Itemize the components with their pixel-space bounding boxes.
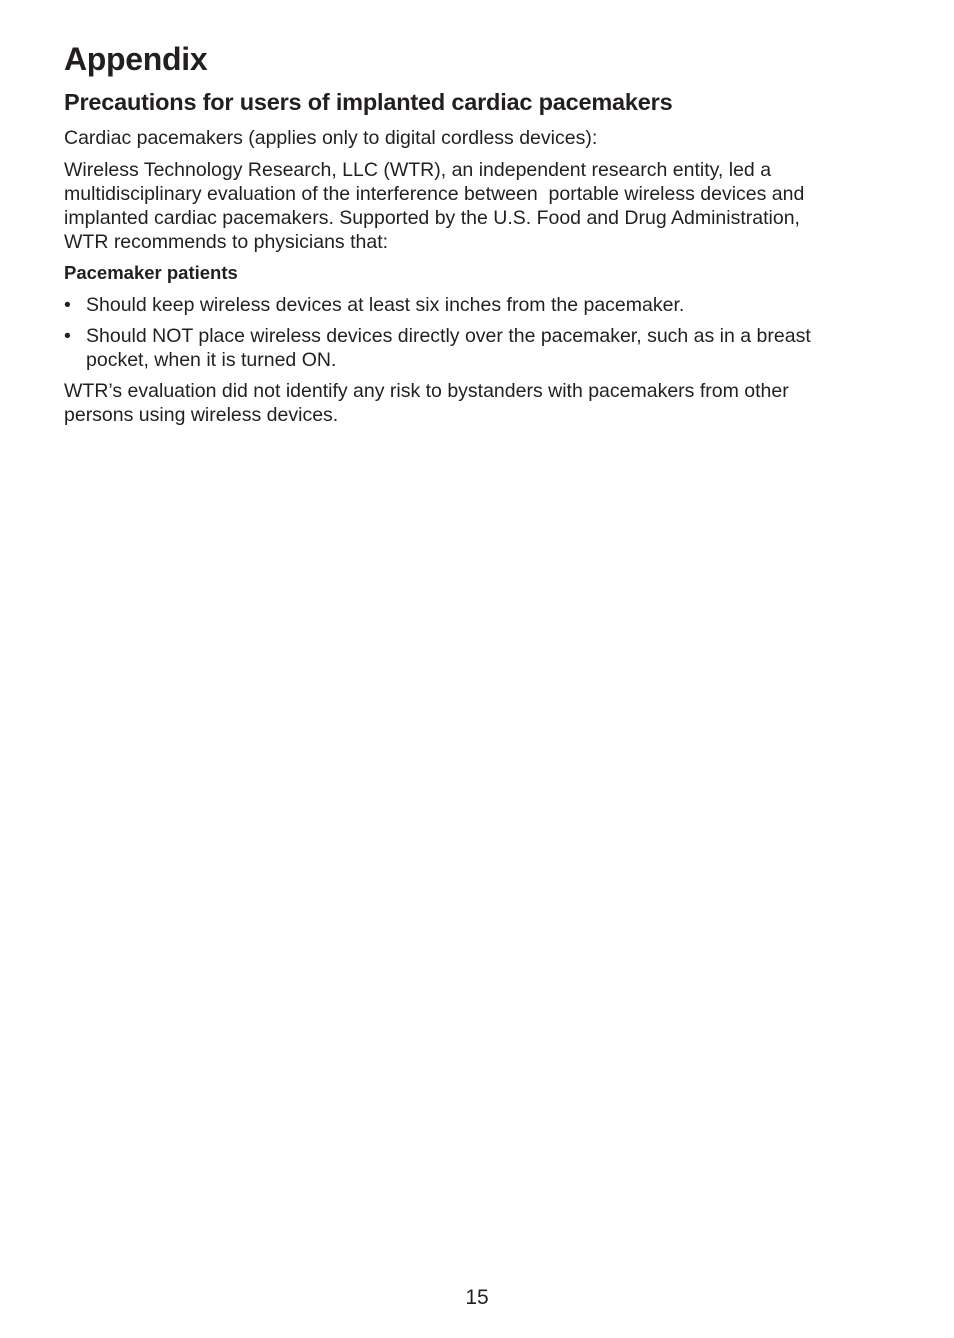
list-item [64, 293, 894, 317]
page-number: 15 [465, 1286, 489, 1309]
paragraph-line: WTR’s evaluation did not identify any risk to bystanders with pacemakers from other [64, 380, 789, 402]
paragraph-line: implanted cardiac pacemakers. Supported by the U.S. Food and Drug Administration, [64, 207, 800, 229]
section-heading: Precautions for users of implanted cardiac pacemakers [64, 89, 673, 115]
wtr-paragraph [64, 158, 894, 254]
intro-paragraph: Cardiac pacemakers (applies only to digital cordless devices): [64, 127, 598, 149]
bullet-icon: • [64, 294, 71, 316]
list-item-text: Should NOT place wireless devices directly over the pacemaker, such as in a breast [86, 325, 811, 347]
bullet-list [64, 293, 894, 372]
list-item-text: Should keep wireless devices at least six inches from the pacemaker. [86, 294, 685, 316]
paragraph-line: WTR recommends to physicians that: [64, 231, 389, 253]
paragraph-line: multidisciplinary evaluation of the interference between portable wireless devices and [64, 183, 805, 205]
paragraph-line: persons using wireless devices. [64, 404, 339, 426]
page-title: Appendix [64, 41, 208, 77]
sub-heading: Pacemaker patients [64, 262, 238, 283]
bullet-icon: • [64, 325, 71, 347]
list-item-text: pocket, when it is turned ON. [86, 349, 337, 371]
list-item [64, 324, 894, 372]
paragraph-line: Wireless Technology Research, LLC (WTR), an independent research entity, led a [64, 159, 772, 181]
closing-paragraph [64, 379, 894, 427]
